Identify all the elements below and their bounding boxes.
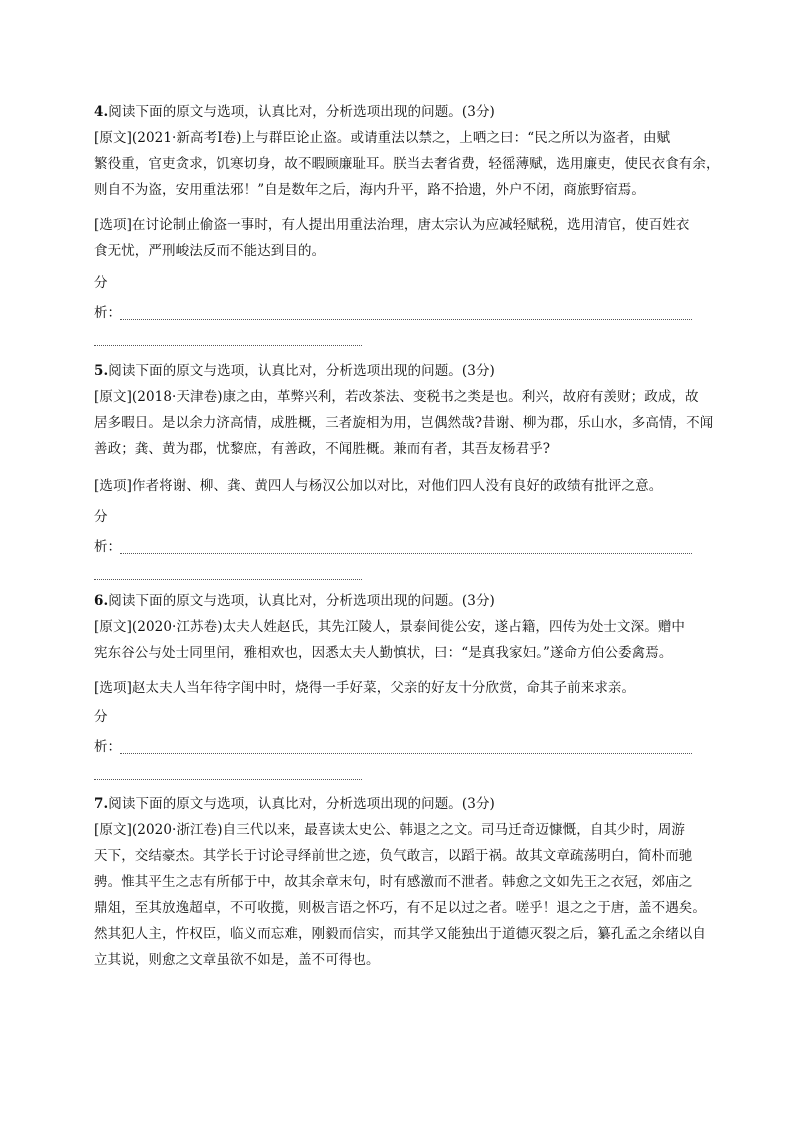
option-text-line: [选项]赵太夫人当年待字闺中时，烧得一手好菜，父亲的好友十分欣赏，命其子前来求亲。 <box>94 680 636 696</box>
original-text-line: 天下，交结豪杰。其学长于讨论寻绎前世之迹，负气敢言，以蹈于祸。故其文章疏荡明白，简朴而驰 <box>94 848 693 864</box>
answer-line[interactable] <box>94 579 362 580</box>
option-text-line: 食无忧，严刑峻法反而不能达到目的。 <box>94 243 326 259</box>
question-prompt: 7.阅读下面的原文与选项，认真比对，分析选项出现的问题。(3分) <box>94 796 495 812</box>
original-text-line: 则自不为盗，安用重法邪！”自是数年之后，海内升平，路不拾遗，外户不闭，商旅野宿焉。 <box>94 182 645 198</box>
question-prompt: 6.阅读下面的原文与选项，认真比对，分析选项出现的问题。(3分) <box>94 593 495 609</box>
original-text-line: 宪东谷公与处士同里闬，雅相欢也，因悉太夫人勤慎状，曰：“是真我家妇。”遂命方伯公委禽焉。 <box>94 645 673 661</box>
original-text-line: [原文](2021·新高考Ⅰ卷)上与群臣论止盗。或请重法以禁之，上哂之曰：“民之所以为盗者，由赋 <box>94 130 671 146</box>
question-prompt: 5.阅读下面的原文与选项，认真比对，分析选项出现的问题。(3分) <box>94 363 495 379</box>
answer-line[interactable] <box>120 753 692 754</box>
original-text-line: 善政；龚、黄为郡，忧黎庶，有善政，不闻胜概。兼而有者，其吾友杨君乎? <box>94 441 551 457</box>
question-number: 5. <box>94 363 109 379</box>
original-text-line: [原文](2020·江苏卷)太夫人姓赵氏，其先江陵人，景泰间徙公安，遂占籍，四传为处士文深。赠中 <box>94 619 686 635</box>
option-text-line: [选项]作者将谢、柳、龚、黄四人与杨汉公加以对比，对他们四人没有良好的政绩有批评之意。 <box>94 478 663 494</box>
answer-line[interactable] <box>94 779 362 780</box>
original-text-line: 繁役重，官吏贪求，饥寒切身，故不暇顾廉耻耳。朕当去奢省费，轻徭薄赋，选用廉吏，使民衣食有余， <box>94 156 720 172</box>
analysis-label: 析： <box>94 305 121 321</box>
original-text-line: 立其说，则愈之文章虽欲不如是，盖不可得也。 <box>94 952 380 968</box>
question-prompt: 4.阅读下面的原文与选项，认真比对，分析选项出现的问题。(3分) <box>94 104 495 120</box>
answer-line[interactable] <box>120 553 692 554</box>
answer-line[interactable] <box>120 319 692 320</box>
answer-line[interactable] <box>94 345 362 346</box>
analysis-label: 析： <box>94 739 121 755</box>
original-text-line: [原文](2020·浙江卷)自三代以来，最喜读太史公、韩退之之文。司马迁奇迈慷慨，自其少时，周游 <box>94 822 686 838</box>
original-text-line: 鼎俎，至其放逸超卓，不可收揽，则极言语之怀巧，有不足以过之者。嗟乎！退之之于唐，盖不遇矣。 <box>94 900 706 916</box>
question-number: 7. <box>94 796 109 812</box>
option-text-line: [选项]在讨论制止偷盗一事时，有人提出用重法治理，唐太宗认为应减轻赋税，选用清官，使百姓衣 <box>94 217 690 233</box>
original-text-line: [原文](2018·天津卷)康之由，革弊兴利，若改茶法、变税书之类是也。利兴，故府有羡财；政成，故 <box>94 389 699 405</box>
analysis-label: 分 <box>94 275 108 291</box>
analysis-label: 分 <box>94 509 108 525</box>
question-number: 4. <box>94 104 109 120</box>
question-number: 6. <box>94 593 109 609</box>
original-text-line: 骋。惟其平生之志有所郁于中，故其余章末句，时有感激而不泄者。韩愈之文如先王之衣冠，郊庙之 <box>94 874 693 890</box>
original-text-line: 居多暇日。是以余力济高情，成胜概，三者旋相为用，岂偶然哉?昔谢、柳为郡，乐山水，多高情，不闻 <box>94 415 714 431</box>
analysis-label: 分 <box>94 709 108 725</box>
analysis-label: 析： <box>94 539 121 555</box>
original-text-line: 然其犯人主，忤权臣，临义而忘难，刚毅而信实，而其学又能独出于道德灭裂之后，纂孔孟之余绪以自 <box>94 926 706 942</box>
